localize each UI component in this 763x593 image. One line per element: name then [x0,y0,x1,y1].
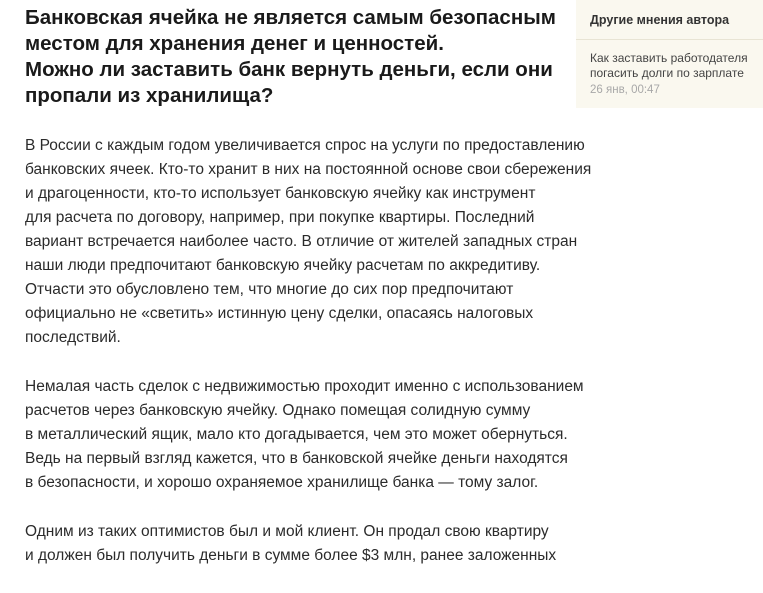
sidebar-item-title-line: Как заставить работодателя [590,51,748,65]
paragraph-line: и драгоценности, кто-то использует банковскую ячейку как инструмент [25,185,536,202]
headline-line: Банковская ячейка не является самым безопасным [25,6,556,29]
sidebar-item-opinion[interactable] [590,51,763,97]
sidebar-item-title-line: погасить долги по зарплате [590,66,744,80]
paragraph-line: В России с каждым годом увеличивается спрос на услуги по предоставлению [25,137,585,154]
sidebar-title: Другие мнения автора [590,13,730,27]
sidebar-item-link[interactable] [590,51,763,81]
paragraph-line: вариант встречается наиболее часто. В отличие от жителей западных стран [25,233,578,250]
paragraph-line: в металлический ящик, мало кто догадывается, чем это может обернуться. [25,426,568,443]
article-body [25,134,592,568]
headline-line: Можно ли заставить банк вернуть деньги, если они [25,58,553,81]
other-opinions-sidebar [576,0,763,108]
article-paragraph [25,375,584,495]
sidebar-item-date: 26 янв, 00:47 [590,84,660,96]
paragraph-line: для расчета по договору, например, при покупке квартиры. Последний [25,209,535,226]
headline-line: пропали из хранилища? [25,84,274,107]
article [25,0,592,593]
paragraph-line: и должен был получить деньги в сумме более $3 млн, ранее заложенных [25,547,557,564]
paragraph-line: последствий. [25,329,121,346]
paragraph-line: Отчасти это обусловлено тем, что многие до сих пор предпочитают [25,281,514,298]
paragraph-line: Немалая часть сделок с недвижимостью проходит именно с использованием [25,378,584,395]
paragraph-line: Ведь на первый взгляд кажется, что в банковской ячейке деньги находятся [25,450,568,467]
paragraph-line: в безопасности, и хорошо охраняемое хранилище банка — тому залог. [25,474,539,491]
paragraph-line: Одним из таких оптимистов был и мой клиент. Он продал свою квартиру [25,523,549,540]
sidebar-divider [576,39,763,40]
paragraph-line: расчетов через банковскую ячейку. Однако помещая солидную сумму [25,402,531,419]
paragraph-line: банковских ячеек. Кто-то хранит в них на постоянной основе свои сбережения [25,161,592,178]
paragraph-line: официально не «светить» истинную цену сделки, опасаясь налоговых [25,305,534,322]
paragraph-line: наши люди предпочитают банковскую ячейку расчетам по аккредитиву. [25,257,541,274]
headline-line: местом для хранения денег и ценностей. [25,32,444,55]
article-headline [25,0,570,109]
article-paragraph [25,520,570,568]
article-paragraph [25,134,592,350]
